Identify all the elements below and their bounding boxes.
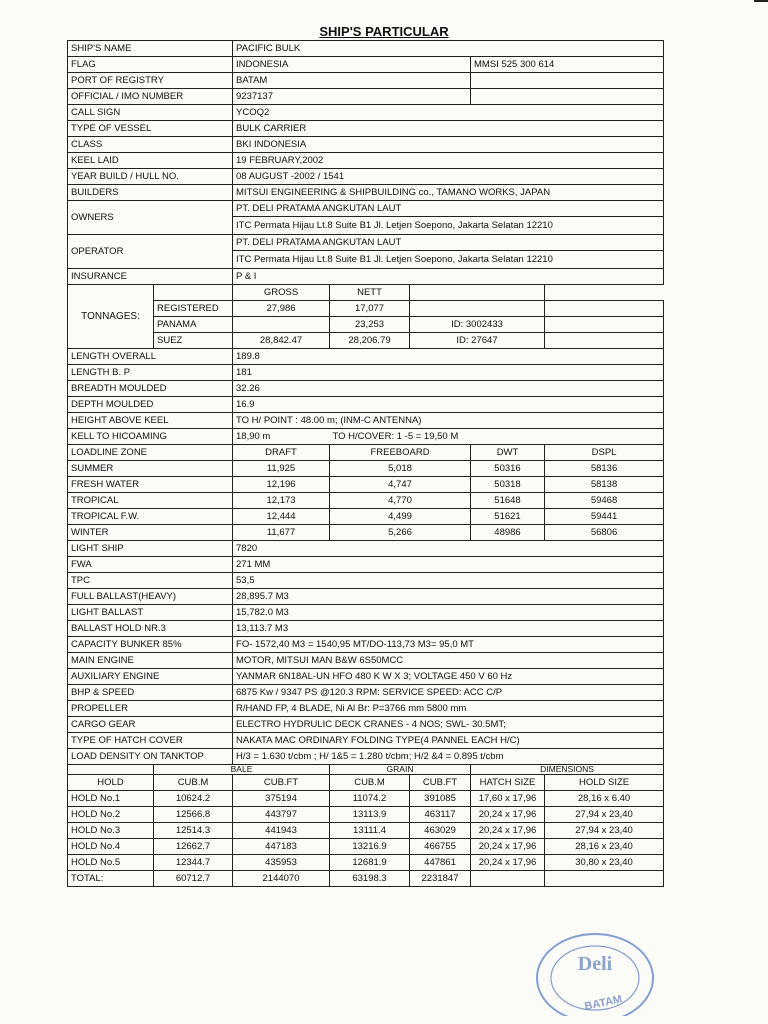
field-value: MITSUI ENGINEERING & SHIPBUILDING co., TAMANO WORKS, JAPAN	[233, 185, 664, 201]
draft-header: DRAFT	[233, 445, 330, 461]
freeboard-value: 4,499	[330, 509, 471, 525]
tonnage-label: TONNAGES:	[68, 285, 154, 349]
holds-col-header: CUB.FT	[410, 775, 471, 791]
field-value: 32.26	[233, 381, 664, 397]
field-label: FULL BALLAST(HEAVY)	[68, 589, 233, 605]
tonnage-blank	[154, 285, 233, 301]
loadline-row	[68, 477, 664, 493]
field-label: AUXILIARY ENGINE	[68, 669, 233, 685]
misc-row	[68, 653, 664, 669]
dwt-header: DWT	[471, 445, 545, 461]
tonnage-nett: 28,206.79	[330, 333, 410, 349]
misc-row	[68, 589, 664, 605]
loadline-label: LOADLINE ZONE	[68, 445, 233, 461]
total-value: 2231847	[410, 871, 471, 887]
field-value: 189.8	[233, 349, 664, 365]
misc-row	[68, 621, 664, 637]
field-value: 13,113.7 M3	[233, 621, 664, 637]
dimension-row	[68, 397, 664, 413]
dimensions-group-header: DIMENSIONS	[471, 765, 664, 775]
hold-row	[68, 791, 664, 807]
holds-col-header: CUB.M	[330, 775, 410, 791]
freeboard-value: 4,770	[330, 493, 471, 509]
tonnage-row	[68, 333, 664, 349]
field-value: 16.9	[233, 397, 664, 413]
field-label: TYPE OF VESSEL	[68, 121, 233, 137]
owners-label: OWNERS	[68, 201, 233, 235]
field-label: BALLAST HOLD NR.3	[68, 621, 233, 637]
tonnage-blank	[545, 333, 664, 349]
particulars-sheet	[67, 40, 663, 887]
field-label: KEEL LAID	[68, 153, 233, 169]
hold-value: 12566.8	[154, 807, 233, 823]
hold-value: 12681.9	[330, 855, 410, 871]
tonnage-row	[68, 317, 664, 333]
hold-row	[68, 839, 664, 855]
freeboard-header: FREEBOARD	[330, 445, 471, 461]
operator-row	[68, 235, 664, 251]
tonnage-blank	[410, 285, 545, 301]
zone-label: TROPICAL	[68, 493, 233, 509]
field-value: 9237137	[233, 89, 471, 105]
hold-value: 13111.4	[330, 823, 410, 839]
field-value-2: TO H/COVER: 1 -5 = 19,50 M	[330, 429, 664, 445]
kell-row	[68, 429, 664, 445]
freeboard-value: 4,747	[330, 477, 471, 493]
field-label: LOAD DENSITY ON TANKTOP	[68, 749, 233, 765]
tonnage-id	[410, 301, 545, 317]
loadline-row	[68, 525, 664, 541]
dwt-value: 51648	[471, 493, 545, 509]
field-value: BULK CARRIER	[233, 121, 664, 137]
hold-value: 20,24 x 17,96	[471, 823, 545, 839]
zone-label: SUMMER	[68, 461, 233, 477]
total-value	[471, 871, 545, 887]
freeboard-value: 5,266	[330, 525, 471, 541]
field-label: KELL TO HICOAMING	[68, 429, 233, 445]
hold-value: 447861	[410, 855, 471, 871]
general-row	[68, 105, 664, 121]
loadline-row	[68, 509, 664, 525]
field-value: 15,782.0 M3	[233, 605, 664, 621]
operator-label: OPERATOR	[68, 235, 233, 269]
hold-name: HOLD No.5	[68, 855, 154, 871]
insurance-row	[68, 269, 664, 285]
hold-value: 10624.2	[154, 791, 233, 807]
general-row	[68, 41, 664, 57]
draft-value: 12,196	[233, 477, 330, 493]
holds-blank	[68, 765, 154, 775]
field-value: 271 MM	[233, 557, 664, 573]
tonnage-nett-header: NETT	[330, 285, 410, 301]
field-value: R/HAND FP, 4 BLADE, Ni Al Br: P=3766 mm 5800 mm	[233, 701, 664, 717]
field-label: PROPELLER	[68, 701, 233, 717]
bale-group-header: BALE	[154, 765, 330, 775]
zone-label: TROPICAL F.W.	[68, 509, 233, 525]
field-label: LIGHT BALLAST	[68, 605, 233, 621]
tonnage-nett: 17,077	[330, 301, 410, 317]
dwt-value: 50318	[471, 477, 545, 493]
hold-row	[68, 823, 664, 839]
grain-group-header: GRAIN	[330, 765, 471, 775]
hold-value: 463029	[410, 823, 471, 839]
total-label: TOTAL:	[68, 871, 154, 887]
hold-value: 443797	[233, 807, 330, 823]
hold-value: 28,16 x 23,40	[545, 839, 664, 855]
field-label: LENGTH OVERALL	[68, 349, 233, 365]
loadline-header-row	[68, 445, 664, 461]
dspl-value: 58138	[545, 477, 664, 493]
misc-row	[68, 701, 664, 717]
hold-value: 20,24 x 17,96	[471, 855, 545, 871]
field-label: LIGHT SHIP	[68, 541, 233, 557]
hold-value: 447183	[233, 839, 330, 855]
field-value: 28,895.7 M3	[233, 589, 664, 605]
field-label: MAIN ENGINE	[68, 653, 233, 669]
dimension-row	[68, 413, 664, 429]
misc-row	[68, 541, 664, 557]
field-extra: MMSI 525 300 614	[471, 57, 664, 73]
field-value: H/3 = 1.630 t/cbm ; H/ 1&5 = 1.280 t/cbm; H/2 &4 = 0.895 t/cbm	[233, 749, 664, 765]
operator-address: ITC Permata Hijau Lt.8 Suite B1 Jl. Letjen Soepono, Jakarta Selatan 12210	[233, 251, 664, 269]
field-value: PACIFIC BULK	[233, 41, 664, 57]
hold-value: 28,16 x 6.40	[545, 791, 664, 807]
draft-value: 11,677	[233, 525, 330, 541]
misc-row	[68, 557, 664, 573]
field-value: YANMAR 6N18AL-UN HFO 480 K W X 3; VOLTAGE 450 V 60 Hz	[233, 669, 664, 685]
dimension-row	[68, 365, 664, 381]
field-label: CAPACITY BUNKER 85%	[68, 637, 233, 653]
hold-value: 20,24 x 17,96	[471, 807, 545, 823]
zone-label: WINTER	[68, 525, 233, 541]
field-value: BATAM	[233, 73, 471, 89]
hold-value: 20,24 x 17,96	[471, 839, 545, 855]
draft-value: 11,925	[233, 461, 330, 477]
hold-value: 435953	[233, 855, 330, 871]
hold-value: 466755	[410, 839, 471, 855]
field-label: DEPTH MOULDED	[68, 397, 233, 413]
misc-row	[68, 669, 664, 685]
zone-label: FRESH WATER	[68, 477, 233, 493]
general-row	[68, 137, 664, 153]
dspl-value: 59441	[545, 509, 664, 525]
field-value: NAKATA MAC ORDINARY FOLDING TYPE(4 PANNEL EACH H/C)	[233, 733, 664, 749]
field-value: BKI INDONESIA	[233, 137, 664, 153]
field-label: TPC	[68, 573, 233, 589]
stamp-mid-text: Deli	[577, 953, 613, 975]
general-row	[68, 121, 664, 137]
owners-name: PT. DELI PRATAMA ANGKUTAN LAUT	[233, 201, 664, 217]
field-label: INSURANCE	[68, 269, 233, 285]
field-value: 6875 Kw / 9347 PS @120.3 RPM: SERVICE SPEED: ACC C/P	[233, 685, 664, 701]
dimension-row	[68, 349, 664, 365]
general-row	[68, 73, 664, 89]
dspl-value: 59468	[545, 493, 664, 509]
hold-value: 391085	[410, 791, 471, 807]
hold-value: 375194	[233, 791, 330, 807]
field-label: BREADTH MOULDED	[68, 381, 233, 397]
tonnage-header-row	[68, 285, 664, 301]
holds-col-header: HATCH SIZE	[471, 775, 545, 791]
misc-row	[68, 717, 664, 733]
total-value: 60712.7	[154, 871, 233, 887]
owners-row	[68, 201, 664, 217]
hold-value: 463117	[410, 807, 471, 823]
hold-value: 12662.7	[154, 839, 233, 855]
dwt-value: 51621	[471, 509, 545, 525]
field-label: TYPE OF HATCH COVER	[68, 733, 233, 749]
field-label: BUILDERS	[68, 185, 233, 201]
tonnage-gross	[233, 317, 330, 333]
tonnage-blank	[545, 317, 664, 333]
loadline-row	[68, 461, 664, 477]
tonnage-gross-header: GROSS	[233, 285, 330, 301]
field-label: OFFICIAL / IMO NUMBER	[68, 89, 233, 105]
dwt-value: 50316	[471, 461, 545, 477]
tonnage-id: ID: 3002433	[410, 317, 545, 333]
stamp-bottom-text: BATAM	[583, 993, 624, 1013]
holds-group-row	[68, 765, 664, 775]
field-label: BHP & SPEED	[68, 685, 233, 701]
general-row	[68, 169, 664, 185]
hold-value: 27,94 x 23,40	[545, 823, 664, 839]
field-value: 53,5	[233, 573, 664, 589]
dspl-value: 58136	[545, 461, 664, 477]
hold-value: 12344.7	[154, 855, 233, 871]
misc-row	[68, 733, 664, 749]
field-label: LENGTH B. P	[68, 365, 233, 381]
tonnage-gross: 28,842.47	[233, 333, 330, 349]
page-title: SHIP'S PARTICULAR	[319, 24, 449, 39]
general-row	[68, 185, 664, 201]
misc-row	[68, 637, 664, 653]
field-label: FWA	[68, 557, 233, 573]
field-value: MOTOR, MITSUI MAN B&W 6S50MCC	[233, 653, 664, 669]
field-value: 181	[233, 365, 664, 381]
hold-value: 11074.2	[330, 791, 410, 807]
misc-row	[68, 749, 664, 765]
draft-value: 12,173	[233, 493, 330, 509]
operator-name: PT. DELI PRATAMA ANGKUTAN LAUT	[233, 235, 664, 251]
hold-name: HOLD No.2	[68, 807, 154, 823]
total-value: 63198.3	[330, 871, 410, 887]
field-value: 08 AUGUST -2002 / 1541	[233, 169, 664, 185]
hold-row	[68, 807, 664, 823]
hold-value: 17,60 x 17,96	[471, 791, 545, 807]
holds-col-header: CUB.FT	[233, 775, 330, 791]
field-label: HEIGHT ABOVE KEEL	[68, 413, 233, 429]
total-value	[545, 871, 664, 887]
field-value: TO H/ POINT : 48.00 m; (INM-C ANTENNA)	[233, 413, 664, 429]
owners-address: ITC Permata Hijau Lt.8 Suite B1 Jl. Letjen Soepono, Jakarta Selatan 12210	[233, 217, 664, 235]
loadline-row	[68, 493, 664, 509]
hold-value: 13113.9	[330, 807, 410, 823]
tonnage-blank	[545, 285, 664, 301]
field-label: CLASS	[68, 137, 233, 153]
field-label: CALL SIGN	[68, 105, 233, 121]
draft-value: 12,444	[233, 509, 330, 525]
hold-value: 441943	[233, 823, 330, 839]
dspl-value: 56806	[545, 525, 664, 541]
dimension-row	[68, 381, 664, 397]
hold-name: HOLD No.4	[68, 839, 154, 855]
misc-row	[68, 573, 664, 589]
field-extra	[471, 89, 664, 105]
field-label: CARGO GEAR	[68, 717, 233, 733]
field-label: PORT OF REGISTRY	[68, 73, 233, 89]
hold-name: HOLD No.1	[68, 791, 154, 807]
field-label: YEAR BUILD / HULL NO.	[68, 169, 233, 185]
field-label: SHIP'S NAME	[68, 41, 233, 57]
field-value: YCOQ2	[233, 105, 664, 121]
tonnage-id: ID: 27647	[410, 333, 545, 349]
freeboard-value: 5,018	[330, 461, 471, 477]
tonnage-row	[68, 301, 664, 317]
holds-total-row	[68, 871, 664, 887]
hold-value: 30,80 x 23,40	[545, 855, 664, 871]
hold-value: 12514.3	[154, 823, 233, 839]
field-value: P & I	[233, 269, 664, 285]
tonnage-nett: 23,253	[330, 317, 410, 333]
general-row	[68, 89, 664, 105]
hold-name: HOLD No.3	[68, 823, 154, 839]
holds-col-header: HOLD SIZE	[545, 775, 664, 791]
company-stamp	[534, 926, 656, 1016]
field-label: FLAG	[68, 57, 233, 73]
general-row	[68, 57, 664, 73]
page-corner-mark	[754, 0, 768, 2]
hold-value: 13216.9	[330, 839, 410, 855]
field-value: 7820	[233, 541, 664, 557]
holds-col-header: HOLD	[68, 775, 154, 791]
misc-row	[68, 605, 664, 621]
field-value: 19 FEBRUARY,2002	[233, 153, 664, 169]
field-value: INDONESIA	[233, 57, 471, 73]
particulars-table	[67, 40, 664, 887]
dwt-value: 48986	[471, 525, 545, 541]
field-value: ELECTRO HYDRULIC DECK CRANES - 4 NOS; SWL- 30.5MT;	[233, 717, 664, 733]
field-value: 18,90 m	[233, 429, 330, 445]
tonnage-gross: 27,986	[233, 301, 330, 317]
tonnage-type: REGISTERED	[154, 301, 233, 317]
holds-col-header: CUB.M	[154, 775, 233, 791]
hold-row	[68, 855, 664, 871]
tonnage-type: SUEZ	[154, 333, 233, 349]
holds-header-row	[68, 775, 664, 791]
hold-value: 27,94 x 23,40	[545, 807, 664, 823]
total-value: 2144070	[233, 871, 330, 887]
field-value: FO- 1572,40 M3 = 1540,95 MT/DO-113,73 M3= 95,0 MT	[233, 637, 664, 653]
misc-row	[68, 685, 664, 701]
dspl-header: DSPL	[545, 445, 664, 461]
tonnage-blank	[545, 301, 664, 317]
tonnage-type: PANAMA	[154, 317, 233, 333]
field-extra	[471, 73, 664, 89]
general-row	[68, 153, 664, 169]
